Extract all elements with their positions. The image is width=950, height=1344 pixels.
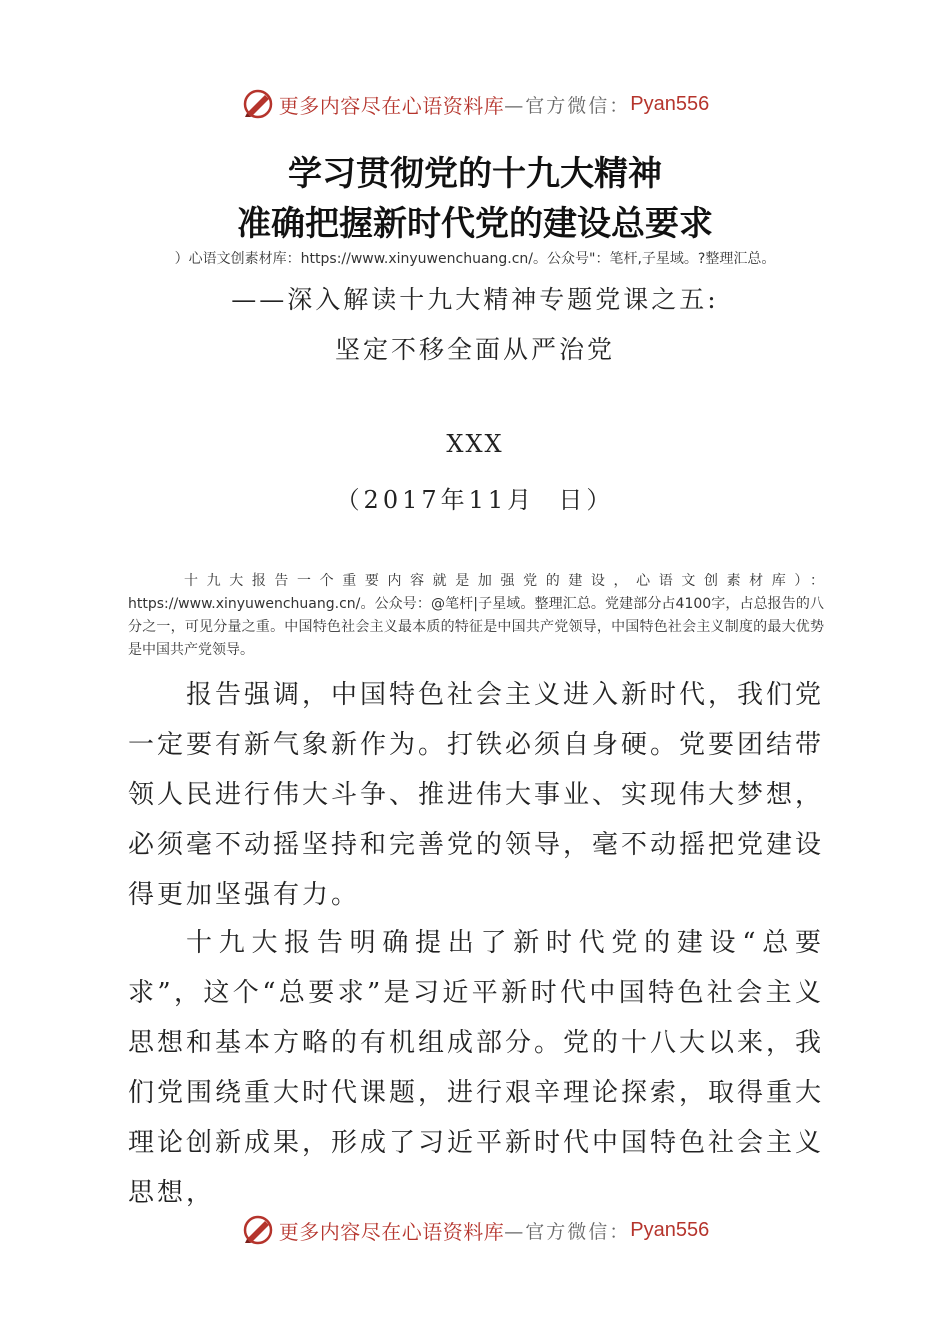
document-title-line-1: 学习贯彻党的十九大精神 (288, 154, 662, 194)
banner-wechat-id: Pyan556 (630, 92, 710, 115)
body-paragraph-2: 十九大报告明确提出了新时代党的建设“总要求”，这个“总要求”是习近平新时代中国特色社会主义思想和基本方略的有机组成部分。党的十八大以来，我们党围绕重大时代课题，进行艰辛理论探索，取得重大理论创新成果，形成了习近平新时代中国特色社会主义思想， (128, 928, 825, 1208)
subtitle-line-1: ——深入解读十九大精神专题党课之五: (231, 285, 719, 314)
brand-logo-icon (241, 1213, 275, 1247)
header-watermark-banner (0, 84, 950, 124)
footer-watermark-banner (0, 1210, 950, 1250)
banner-wechat-label: —官方微信： (504, 1220, 631, 1243)
brand-logo-icon (241, 87, 275, 121)
banner-brand-text: 更多内容尽在心语资料库 (278, 1219, 505, 1244)
document-title-line-2: 准确把握新时代党的建设总要求 (237, 204, 713, 244)
banner-brand-text: 更多内容尽在心语资料库 (278, 93, 505, 118)
document-date: （2017年11月 日） (335, 486, 615, 514)
source-note: ）心语文创素材库：https://www.xinyuwenchuang.cn/。公众号"：笔杆,子星域。?整理汇总。 (174, 251, 776, 267)
body-paragraph-1: 报告强调，中国特色社会主义进入新时代，我们党一定要有新气象新作为。打铁必须自身硬。党要团结带领人民进行伟大斗争、推进伟大事业、实现伟大梦想，必须毫不动摇坚持和完善党的领导，毫不动摇把党建设得更加坚强有力。 (128, 680, 825, 910)
intro-paragraph: 十九大报告一个重要内容就是加强党的建设，心语文创素材库）：https://www.xinyuwenchuang.cn/。公众号：@笔杆|子星域。整理汇总。党建部分占4100字，占总报告的八分之一，可见分量之重。中国特色社会主义最本质的特征是中国共产党领导，中国特色社会主义制度的最大优势是中国共产党领导。 (128, 573, 824, 658)
author-name: XXX (446, 430, 504, 458)
banner-wechat-label: —官方微信： (504, 94, 631, 117)
subtitle-line-2: 坚定不移全面从严治党 (334, 335, 615, 364)
banner-wechat-id: Pyan556 (630, 1218, 710, 1241)
